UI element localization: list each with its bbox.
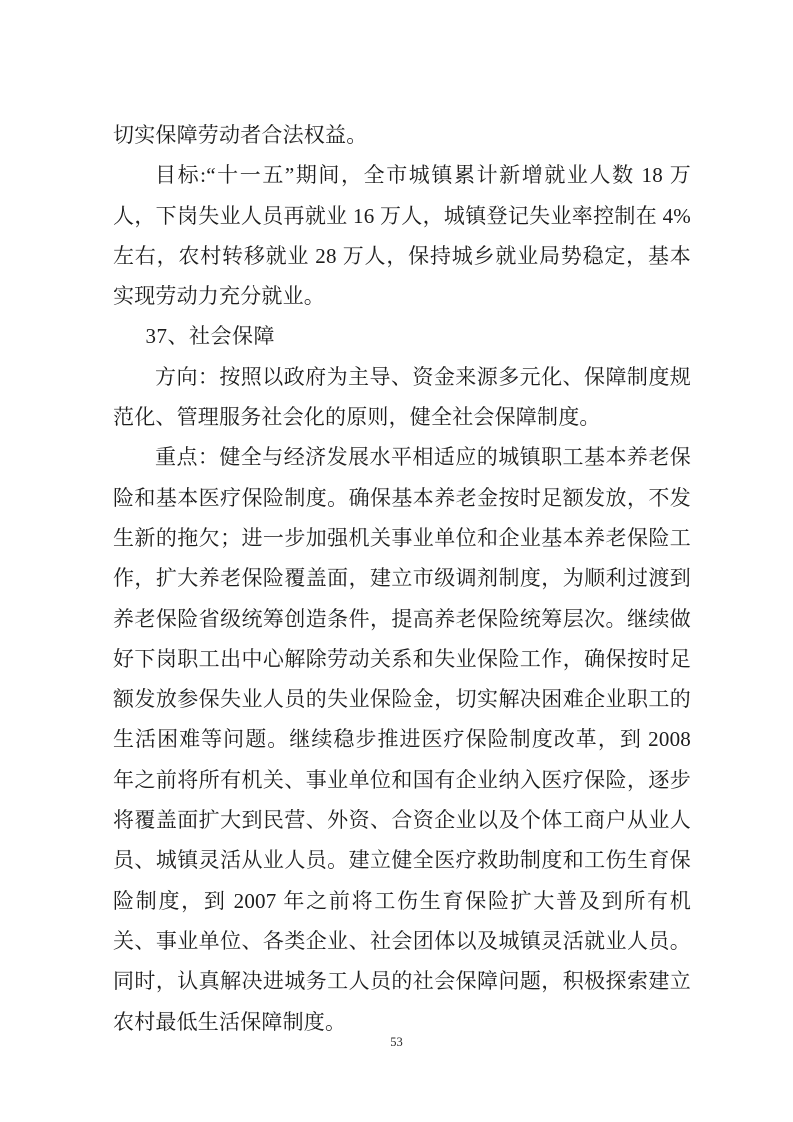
paragraph-rights-tail: 切实保障劳动者合法权益。: [113, 123, 368, 147]
paragraph-focus: 重点：健全与经济发展水平相适应的城镇职工基本养老保险和基本医疗保险制度。确保基本养老金按时足额发放，不发生新的拖欠；进一步加强机关事业单位和企业基本养老保险工作，扩大养老保险覆盖面，建立市级调剂制度，为顺利过渡到养老保险省级统筹创造条件，提高养老保险统筹层次。继续做好下岗职工出中心解除劳动关系和失业保险工作，确保按时足额发放参保失业人员的失业保险金，切实解决困难企业职工的生活困难等问题。继续稳步推进医疗保险制度改革，到 2008 年之前将所有机关、事业单位和国有企业纳入医疗保险，逐步将覆盖面扩大到民营、外资、合资企业以及个体工商户从业人员、城镇灵活从业人员。建立健全医疗救助制度和工伤生育保险制度，到 2007 年之前将工伤生育保险扩大普及到所有机关、事业单位、各类企业、社会团体以及城镇灵活就业人员。同时，认真解决进城务工人员的社会保障问题，积极探索建立农村最低生活保障制度。: [113, 445, 691, 1034]
paragraph-goal: 目标:“十一五”期间，全市城镇累计新增就业人数 18 万人，下岗失业人员再就业 16 万人，城镇登记失业率控制在 4%左右，农村转移就业 28 万人，保持城乡就业局势稳定，基本实现劳动力充分就业。: [113, 163, 691, 309]
paragraph-direction: 方向：按照以政府为主导、资金来源多元化、保障制度规范化、管理服务社会化的原则，健全社会保障制度。: [113, 364, 691, 430]
page-number: 53: [390, 1035, 403, 1049]
section-heading-37-social-security: 37、社会保障: [145, 324, 276, 349]
page-body-text: [113, 115, 691, 1042]
